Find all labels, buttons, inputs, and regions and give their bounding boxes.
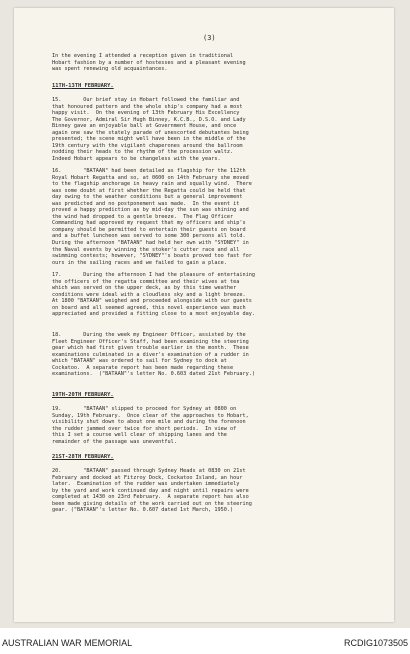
section-heading-21-28-feb: 21ST-28TH FEBRUARY. (52, 454, 114, 460)
paragraph-18: 18. During the week my Engineer Officer, assisted by the Fleet Engineer Officer's Staff, had been examining the steering gear which had first given trouble earlier in the month. These examinations culminated in a diver's examination of a rudder in which "BATAAN" was ordered to sail for Sydney to dock at Cockatoo. A separate report has been made regarding these examinations. ("BATAAN"'s letter No. 0.603 dated 21st February.) (52, 332, 256, 378)
archive-footer (0, 632, 410, 654)
paragraph-intro: In the evening I attended a reception given in traditional Hobart fashion by a number of hostesses and a pleasant evening was spent renewing old acquaintances. (52, 53, 246, 73)
paragraph-19: 19. "BATAAN" slipped to proceed for Sydney at 0800 on Sunday, 19th February. Once clear of the approaches to Hobart, visibility shut down to about one mile and during the forenoon the rudder jammed over twice for short periods. In view of this I set a course well clear of shipping lanes and the remainder of the passage was uneventful. (52, 406, 249, 445)
page-number: (3) (203, 34, 216, 42)
footer-record-id: RCDIG1073505 (343, 638, 408, 648)
paragraph-17: 17. During the afternoon I had the pleasure of entertaining the officers of the regatta committee and their wives at tea which was served on the upper deck, as by this time weather conditions were ideal with a cloudless sky and a light breeze. At 1800 "BATAAN" weighed and proceeded alongside with our guests on board and all seemed agreed, this novel experience was much appreciated and provided a fitting close to a most enjoyable day. (52, 272, 256, 318)
paragraph-16: 16. "BATAAN" had been detailed as flagship for the 112th Royal Hobart Regatta and so, at 0600 on 14th February she moved to the flagship anchorage in heavy rain and squally wind. There was some doubt at first whether the Regatta could be held that day owing to the weather conditions but a general improvement was predicted and no postponement was made. In the event it proved a happy prediction as by mid-day the sun was shining and the wind had dropped to a gentle breeze. The Flag Officer Commanding had approved my request that my officers and ship's company should be permitted to entertain their guests on board and a buffet luncheon was served to some 300 persons all told. During the afternoon "BATAAN" had held her own with "SYDNEY" in the Naval events by winning the stoker's cutter race and all swimming contests; however, "SYDNEY"'s boats proved too fast for ours in the sailing races and we failed to gain a place. (52, 168, 252, 266)
paragraph-20: 20. "BATAAN" passed through Sydney Heads at 0830 on 21st February and docked at Fitzroy Dock, Cockatoo Island, an hour later. Examination of the rudder was undertaken immediately by the yard and work continued day and night until repairs were completed at 1430 on 23rd February. A separate report has also been made giving details of the work carried out on the steering gear. ("BATAAN"'s letter No. 0.607 dated 1st March, 1950.) (52, 468, 252, 514)
document-sheet (14, 8, 394, 622)
section-heading-19-20-feb: 19TH-20TH FEBRUARY. (52, 392, 114, 398)
footer-source: AUSTRALIAN WAR MEMORIAL (2, 638, 133, 648)
paragraph-15: 15. Our brief stay in Hobart followed the familiar and that honoured pattern and the whole ship's company had a most happy visit. On the evening of 13th February His Excellency The Governor, Admiral Sir Hugh Binney, K.C.B., D.S.O. and Lady Binney gave an enjoyable ball at Government House, and once again one saw the stately parade of unescorted debutantes being presented; the scene might well have been in the middle of the 19th century with the vigilant chaperones around the ballroom nodding their heads to the rhythm of the procession waltz. Indeed Hobart appears to be changeless with the years. (52, 97, 249, 162)
section-heading-11-13-feb: 11TH-13TH FEBRUARY. (52, 83, 114, 89)
